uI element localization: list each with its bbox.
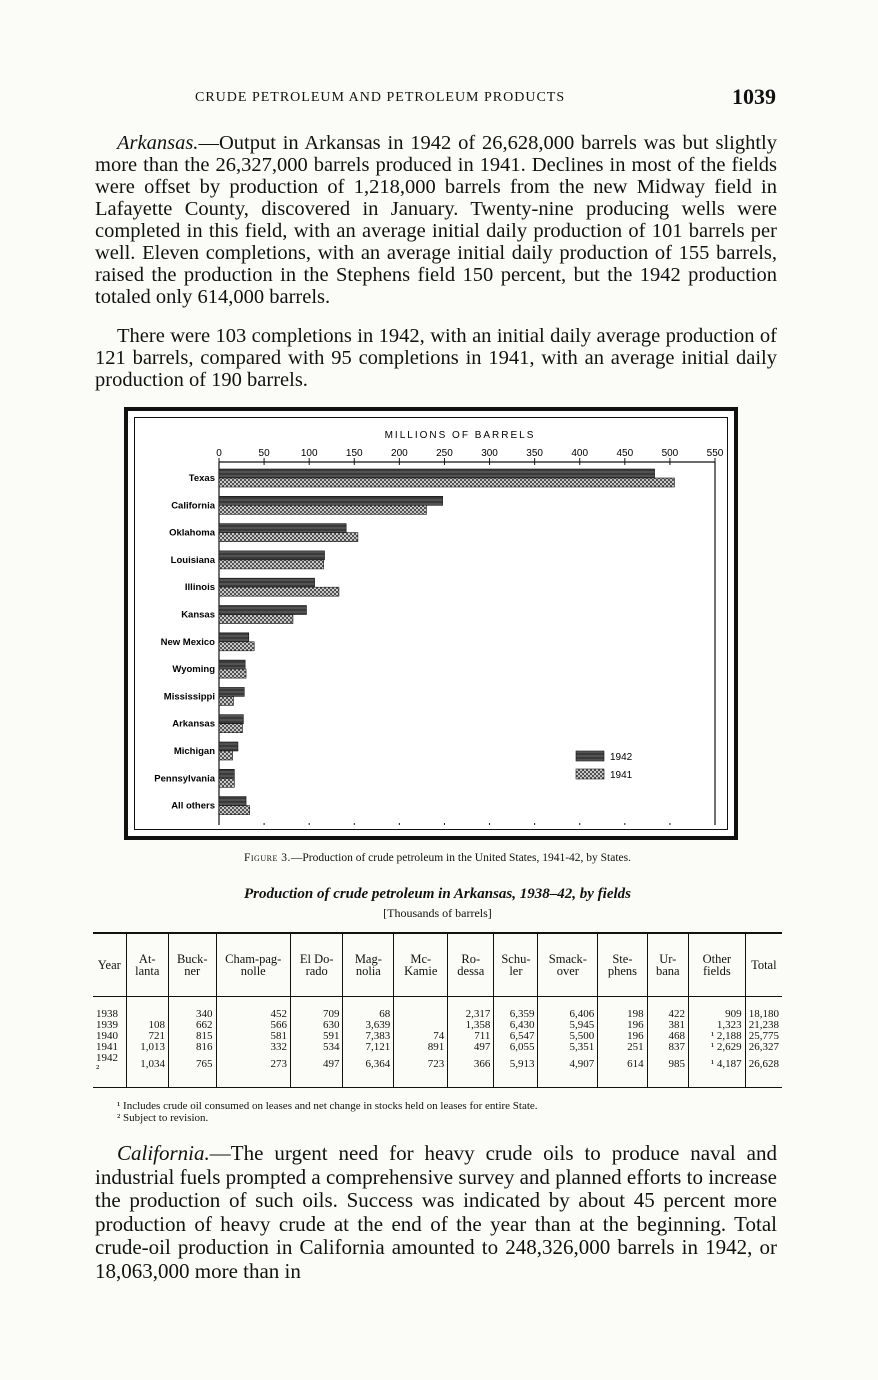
col-header-champagnolle: Cham-pag-nolle <box>216 933 290 997</box>
x-tick-label: 150 <box>345 448 363 459</box>
table-cell: 5,913 <box>494 1053 538 1088</box>
california-text: —The urgent need for heavy crude oils to produce naval and industrial fuels prompted a comprehensive survey and planned efforts to increase the production of such oils. Success was indicated by about 45 percent more production of heavy crude at the end of the year than at the beginning. Total crude-oil production in California amounted to 248,326,000 barrels in 1942, or 18,063,000 more than in <box>95 1141 777 1283</box>
table-cell: 198 <box>598 1009 647 1020</box>
col-header-el-dorado: El Do-rado <box>290 933 342 997</box>
category-label: Kansas <box>181 609 215 621</box>
running-head: CRUDE PETROLEUM AND PETROLEUM PRODUCTS <box>195 90 566 105</box>
table-cell: 21,238 <box>745 1020 782 1031</box>
spacer-cell <box>394 997 448 1010</box>
table-cell: 422 <box>647 1009 688 1020</box>
table-cell: 5,351 <box>538 1042 598 1053</box>
x-tick-label: 50 <box>258 448 270 459</box>
x-tick-label: 100 <box>300 448 318 459</box>
category-label: Arkansas <box>172 718 215 730</box>
table-cell: 765 <box>168 1053 216 1088</box>
arkansas-text: —Output in Arkansas in 1942 of 26,628,000 barrels was but slightly more than the 26,327,000 barrels produced in 1941. Declines in most of the fields were offset by production of 1,218,000 barrels from the new Midway field in Lafayette County, discovered in January. Twenty-nine producing wells were completed in this field, with an average initial daily production of 101 barrels per well. Eleven completions, with an average initial daily production of 155 barrels, raised the production in the Stephens field 150 percent, but the 1942 production totaled only 614,000 barrels. <box>95 132 777 308</box>
year-cell: 1940 <box>96 1030 118 1042</box>
category-label: Michigan <box>173 746 215 757</box>
table-cell: 909 <box>689 1009 746 1020</box>
category-label: Pennsylvania <box>154 773 215 785</box>
category-label: California <box>171 500 215 512</box>
table-cell: 18,180 <box>745 1009 782 1020</box>
table-cell: 723 <box>394 1053 448 1088</box>
footnote-2: ² Subject to revision. <box>117 1112 209 1124</box>
table-subtitle: [Thousands of barrels] <box>383 906 492 920</box>
chart-title: MILLIONS OF BARRELS <box>384 430 536 441</box>
bar-1941-michigan <box>219 751 233 760</box>
bar-1941-mississippi <box>219 696 233 705</box>
table-cell: 4,907 <box>538 1053 598 1088</box>
table-cell: 630 <box>290 1020 342 1031</box>
arkansas-paragraph <box>95 132 777 308</box>
col-header-schuler: Schu-ler <box>494 933 538 997</box>
table-cell: 534 <box>290 1042 342 1053</box>
table-cell: 366 <box>448 1053 494 1088</box>
spacer-cell <box>126 997 168 1010</box>
page-header <box>95 84 780 114</box>
col-header-other-fields: Other fields <box>689 933 746 997</box>
table-cell: 985 <box>647 1053 688 1088</box>
table-cell: 108 <box>126 1020 168 1031</box>
bar-1941-arkansas <box>219 724 242 733</box>
table-cell: 7,121 <box>343 1042 394 1053</box>
bar-1941-wyoming <box>219 669 246 678</box>
col-header-mckamie: Mc-Kamie <box>394 933 448 997</box>
bar-1942-oklahoma <box>219 524 346 533</box>
table-cell: 74 <box>394 1031 448 1042</box>
figure-caption <box>95 852 780 864</box>
bar-1942-california <box>219 496 443 505</box>
table-cell: 709 <box>290 1009 342 1020</box>
table-cell: 1,358 <box>448 1020 494 1031</box>
col-header-buckner: Buck-ner <box>168 933 216 997</box>
table-cell: 26,628 <box>745 1053 782 1088</box>
table-row <box>93 1042 782 1053</box>
x-tick-label: 550 <box>706 448 723 459</box>
table-cell: ¹ 4,187 <box>689 1053 746 1088</box>
table-cell: 6,055 <box>494 1042 538 1053</box>
bar-1942-kansas <box>219 606 306 615</box>
col-header-magnolia: Mag-nolia <box>343 933 394 997</box>
table-cell: 381 <box>647 1020 688 1031</box>
table-cell: 251 <box>598 1042 647 1053</box>
category-label: Oklahoma <box>169 527 215 539</box>
col-header-stephens: Ste-phens <box>598 933 647 997</box>
bar-1941-pennsylvania <box>219 778 234 787</box>
table-cell: 68 <box>343 1009 394 1020</box>
table-cell: 614 <box>598 1053 647 1088</box>
table-title: Production of crude petroleum in Arkansas, 1938–42, by fields <box>244 886 631 902</box>
table-cell: 837 <box>647 1042 688 1053</box>
table-cell: 566 <box>216 1020 290 1031</box>
table-cell: ¹ 2,629 <box>689 1042 746 1053</box>
bar-1942-new-mexico <box>219 633 249 642</box>
table-cell: 2,317 <box>448 1009 494 1020</box>
x-tick-label: 0 <box>216 448 222 459</box>
x-tick-label: 300 <box>481 448 498 459</box>
california-heading: California. <box>117 1141 210 1165</box>
table-cell: 816 <box>168 1042 216 1053</box>
year-cell: 1939 <box>96 1019 118 1031</box>
table-cell: 721 <box>126 1031 168 1042</box>
table-cell: 452 <box>216 1009 290 1020</box>
table-cell <box>394 1009 448 1020</box>
col-header-year: Year <box>93 933 126 997</box>
table-row <box>93 1053 782 1088</box>
table-cell: 7,383 <box>343 1031 394 1042</box>
table-cell: 332 <box>216 1042 290 1053</box>
year-cell: 1942 ² <box>93 1053 126 1088</box>
table-cell: 497 <box>290 1053 342 1088</box>
bar-1942-michigan <box>219 742 238 751</box>
bar-1941-texas <box>219 478 674 487</box>
legend-swatch-1941 <box>576 769 604 779</box>
col-header-atlanta: At-lanta <box>126 933 168 997</box>
table-cell: 6,547 <box>494 1031 538 1042</box>
page-number: 1039 <box>732 84 776 109</box>
table-cell: 468 <box>647 1031 688 1042</box>
table-cell: 1,323 <box>689 1020 746 1031</box>
bar-1941-new-mexico <box>219 642 254 651</box>
production-bar-chart <box>135 418 723 825</box>
figure-inner-frame <box>134 417 728 830</box>
col-header-smackover: Smack-over <box>538 933 598 997</box>
bar-1942-louisiana <box>219 551 325 560</box>
bar-1942-illinois <box>219 578 315 587</box>
arkansas-heading: Arkansas. <box>117 132 199 154</box>
bar-1941-california <box>219 505 426 514</box>
table-cell: 196 <box>598 1020 647 1031</box>
category-label: All others <box>171 800 215 812</box>
category-label: Mississippi <box>163 691 215 703</box>
bar-1942-arkansas <box>219 715 243 724</box>
col-header-urbana: Ur-bana <box>647 933 688 997</box>
table-cell: 891 <box>394 1042 448 1053</box>
footnote-1: ¹ Includes crude oil consumed on leases and net change in stocks held on leases for entire State. <box>117 1100 538 1112</box>
x-tick-label: 350 <box>526 448 543 459</box>
table-cell: 5,500 <box>538 1031 598 1042</box>
table-cell: 6,406 <box>538 1009 598 1020</box>
bar-1942-mississippi <box>219 687 244 696</box>
x-tick-label: 450 <box>616 448 634 459</box>
x-tick-label: 250 <box>436 448 453 459</box>
chart-plot-area <box>154 448 723 825</box>
category-label: Illinois <box>184 582 215 594</box>
table-cell: 815 <box>168 1031 216 1042</box>
table-cell: 6,430 <box>494 1020 538 1031</box>
table-cell: 1,013 <box>126 1042 168 1053</box>
x-tick-label: 500 <box>661 448 679 459</box>
bar-1941-illinois <box>219 587 339 596</box>
legend-label-1941: 1941 <box>610 770 633 781</box>
category-label: Louisiana <box>170 554 215 566</box>
category-label: Wyoming <box>172 664 215 676</box>
table-cell: 591 <box>290 1031 342 1042</box>
category-label: New Mexico <box>160 636 215 648</box>
table-cell: 1,034 <box>126 1053 168 1088</box>
col-header-total: Total <box>745 933 782 997</box>
arkansas-production-table <box>93 932 782 1088</box>
bar-1942-all-others <box>219 797 246 806</box>
table-cell: 196 <box>598 1031 647 1042</box>
x-tick-label: 400 <box>571 448 589 459</box>
bar-1941-all-others <box>219 806 250 815</box>
table-cell: 340 <box>168 1009 216 1020</box>
figure-frame <box>124 407 738 840</box>
bar-1942-pennsylvania <box>219 769 234 778</box>
year-cell: 1941 <box>96 1041 118 1053</box>
table-body <box>93 997 782 1088</box>
table-cell: 6,364 <box>343 1053 394 1088</box>
year-cell: 1938 <box>96 1008 118 1020</box>
table-footnotes <box>117 1100 767 1124</box>
table-cell: 662 <box>168 1020 216 1031</box>
legend-swatch-1942 <box>576 751 604 761</box>
figure-label: Figure 3. <box>244 852 291 864</box>
legend-label-1942: 1942 <box>610 752 633 763</box>
bar-1941-louisiana <box>219 560 324 569</box>
california-paragraph <box>95 1142 777 1283</box>
bar-1942-wyoming <box>219 660 245 669</box>
table-cell: 497 <box>448 1042 494 1053</box>
table-cell: 273 <box>216 1053 290 1088</box>
table-cell: 581 <box>216 1031 290 1042</box>
table-header-row <box>93 933 782 997</box>
table-cell: 6,359 <box>494 1009 538 1020</box>
table-cell: 26,327 <box>745 1042 782 1053</box>
x-tick-label: 200 <box>391 448 408 459</box>
col-header-rodessa: Ro-dessa <box>448 933 494 997</box>
table-cell: 711 <box>448 1031 494 1042</box>
table-cell: 3,639 <box>343 1020 394 1031</box>
arkansas-paragraph-2: There were 103 completions in 1942, with an initial daily average production of 121 barrels, compared with 95 completions in 1941, with an average initial daily production of 190 barrels. <box>95 325 777 391</box>
table-cell: 5,945 <box>538 1020 598 1031</box>
figure-caption-text: —Production of crude petroleum in the United States, 1941-42, by States. <box>290 852 631 864</box>
bar-1941-oklahoma <box>219 533 358 542</box>
bar-1942-texas <box>219 469 655 478</box>
table-cell: ¹ 2,188 <box>689 1031 746 1042</box>
bar-1941-kansas <box>219 615 293 624</box>
category-label: Texas <box>188 473 215 484</box>
table-cell: 25,775 <box>745 1031 782 1042</box>
